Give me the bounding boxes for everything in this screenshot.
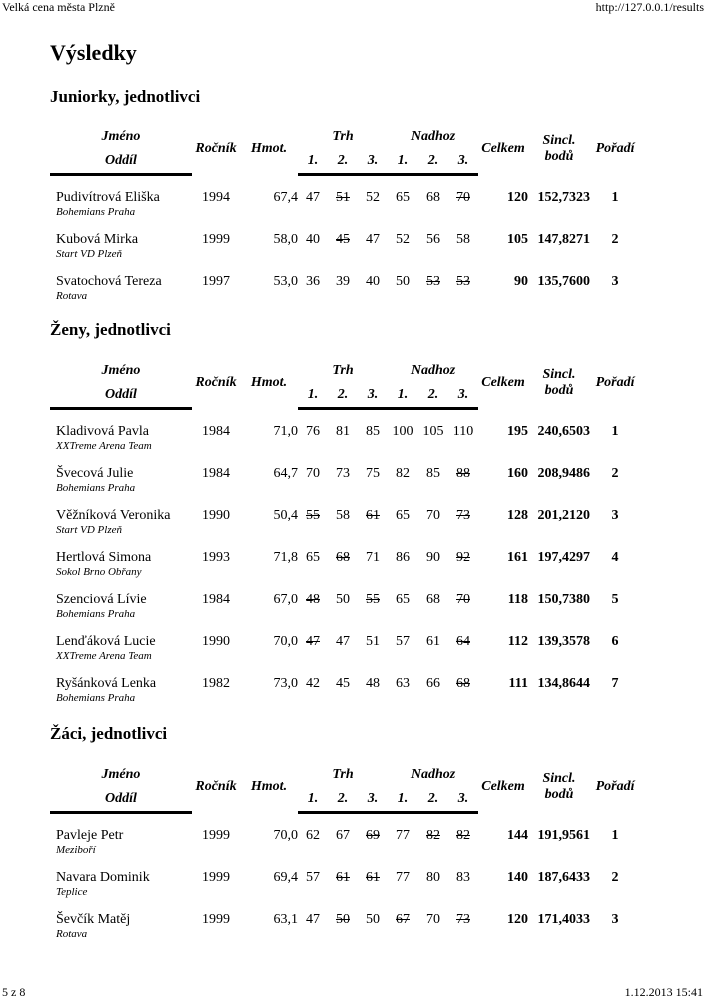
snatch-attempt: 81 xyxy=(336,424,350,439)
cj-attempt: 70 xyxy=(456,592,470,607)
snatch-attempt: 45 xyxy=(336,232,350,247)
table-row xyxy=(50,586,640,608)
birth-year: 1990 xyxy=(202,508,230,523)
section-title: Žáci, jednotlivci xyxy=(50,724,168,743)
total-kg: 120 xyxy=(507,190,529,205)
col-header-rank: Pořadí xyxy=(595,375,635,391)
snatch-attempt: 71 xyxy=(366,550,380,565)
snatch-attempt: 61 xyxy=(366,870,380,885)
total-kg: 161 xyxy=(507,550,529,565)
total-kg: 112 xyxy=(507,634,529,649)
athlete-name: Švecová Julie xyxy=(56,466,134,481)
rank: 4 xyxy=(611,550,619,565)
col-header-cj-attempt-1: 1. xyxy=(388,787,418,813)
cj-attempt: 82 xyxy=(456,828,470,843)
col-header-snatch: Trh xyxy=(332,362,354,378)
snatch-attempt: 42 xyxy=(306,676,320,691)
cj-attempt: 73 xyxy=(456,912,470,927)
col-header-weight: Hmot. xyxy=(250,375,288,391)
snatch-attempt: 55 xyxy=(306,508,320,523)
club-name: Meziboří xyxy=(56,844,96,856)
table-row xyxy=(50,544,640,566)
total-kg: 90 xyxy=(514,274,529,289)
page-title: Výsledky xyxy=(50,40,137,65)
col-header-cj-attempt-2: 2. xyxy=(418,383,448,409)
col-header-cj-attempt-3: 3. xyxy=(448,149,478,175)
cj-attempt: 58 xyxy=(456,232,470,247)
cj-attempt: 65 xyxy=(396,592,410,607)
sinclair-points: 139,3578 xyxy=(537,634,591,649)
col-header-snatch-attempt-2: 2. xyxy=(328,383,358,409)
col-header-cj-attempt-3: 3. xyxy=(448,383,478,409)
table-row xyxy=(50,268,640,290)
col-header-snatch-attempt-1: 1. xyxy=(298,383,328,409)
col-header-sinclair: Sincl. bodů xyxy=(542,367,576,399)
athlete-name: Navara Dominik xyxy=(56,870,150,885)
snatch-attempt: 65 xyxy=(306,550,320,565)
col-header-sinclair: Sincl. bodů xyxy=(542,133,576,165)
snatch-attempt: 61 xyxy=(336,870,350,885)
snatch-attempt: 61 xyxy=(366,508,380,523)
total-kg: 111 xyxy=(508,676,529,691)
table-row xyxy=(50,670,640,692)
snatch-attempt: 47 xyxy=(336,634,350,649)
rank: 7 xyxy=(611,676,619,691)
cj-attempt: 70 xyxy=(426,508,440,523)
athlete-name: Lenďáková Lucie xyxy=(56,634,156,649)
table-row xyxy=(50,864,640,886)
body-weight: 70,0 xyxy=(273,828,298,843)
body-weight: 63,1 xyxy=(273,912,298,927)
col-header-cj-attempt-2: 2. xyxy=(418,149,448,175)
body-weight: 58,0 xyxy=(273,232,298,247)
snatch-attempt: 47 xyxy=(306,912,320,927)
table-row-club xyxy=(50,566,640,586)
snatch-attempt: 62 xyxy=(306,828,320,843)
col-header-snatch-attempt-1: 1. xyxy=(298,149,328,175)
table-row-club xyxy=(50,844,640,864)
table-row xyxy=(50,460,640,482)
snatch-attempt: 85 xyxy=(366,424,380,439)
col-header-cj-attempt-3: 3. xyxy=(448,787,478,813)
body-weight: 50,4 xyxy=(273,508,298,523)
athlete-name: Ševčík Matěj xyxy=(56,912,131,927)
table-row-club xyxy=(50,650,640,670)
col-header-club: Oddíl xyxy=(50,149,192,175)
body-weight: 73,0 xyxy=(273,676,298,691)
col-header-cj-attempt-2: 2. xyxy=(418,787,448,813)
col-header-rank: Pořadí xyxy=(595,141,635,157)
col-header-total: Celkem xyxy=(481,779,525,795)
body-weight: 67,4 xyxy=(273,190,298,205)
cj-attempt: 53 xyxy=(426,274,440,289)
rank: 1 xyxy=(611,424,619,439)
cj-attempt: 68 xyxy=(426,190,440,205)
col-header-cj-attempt-1: 1. xyxy=(388,383,418,409)
body-weight: 71,0 xyxy=(273,424,298,439)
cj-attempt: 68 xyxy=(426,592,440,607)
cj-attempt: 53 xyxy=(456,274,470,289)
cj-attempt: 105 xyxy=(422,424,444,439)
athlete-name: Svatochová Tereza xyxy=(56,274,162,289)
col-header-club: Oddíl xyxy=(50,787,192,813)
sinclair-points: 201,2120 xyxy=(537,508,591,523)
results-table xyxy=(50,358,640,712)
birth-year: 1999 xyxy=(202,232,230,247)
club-name: Sokol Brno Obřany xyxy=(56,566,142,578)
col-header-snatch-attempt-2: 2. xyxy=(328,787,358,813)
cj-attempt: 68 xyxy=(456,676,470,691)
snatch-attempt: 69 xyxy=(366,828,380,843)
cj-attempt: 57 xyxy=(396,634,410,649)
snatch-attempt: 67 xyxy=(336,828,350,843)
cj-attempt: 77 xyxy=(396,870,410,885)
total-kg: 118 xyxy=(507,592,529,607)
col-header-weight: Hmot. xyxy=(250,779,288,795)
club-name: Bohemians Praha xyxy=(56,608,136,620)
page-footer-datetime: 1.12.2013 15:41 xyxy=(624,985,703,999)
table-row-club xyxy=(50,928,640,948)
col-header-snatch-attempt-3: 3. xyxy=(358,787,388,813)
snatch-attempt: 51 xyxy=(366,634,380,649)
club-name: Rotava xyxy=(56,928,88,940)
page-footer-page: 5 z 8 xyxy=(2,985,26,999)
cj-attempt: 92 xyxy=(456,550,470,565)
body-weight: 70,0 xyxy=(273,634,298,649)
birth-year: 1999 xyxy=(202,828,230,843)
col-header-name: Jméno xyxy=(101,128,141,144)
total-kg: 105 xyxy=(507,232,529,247)
cj-attempt: 61 xyxy=(426,634,440,649)
rank: 2 xyxy=(611,870,619,885)
rank: 3 xyxy=(611,912,619,927)
table-row xyxy=(50,226,640,248)
snatch-attempt: 73 xyxy=(336,466,350,481)
col-header-weight: Hmot. xyxy=(250,141,288,157)
club-name: XXTreme Arena Team xyxy=(56,650,152,662)
snatch-attempt: 47 xyxy=(306,190,320,205)
table-row-club xyxy=(50,886,640,906)
club-name: Bohemians Praha xyxy=(56,206,136,218)
rank: 6 xyxy=(611,634,619,649)
cj-attempt: 52 xyxy=(396,232,410,247)
col-header-snatch: Trh xyxy=(332,128,354,144)
col-header-club: Oddíl xyxy=(50,383,192,409)
snatch-attempt: 45 xyxy=(336,676,350,691)
cj-attempt: 50 xyxy=(396,274,410,289)
col-header-name: Jméno xyxy=(101,362,141,378)
birth-year: 1999 xyxy=(202,912,230,927)
col-header-cj-attempt-1: 1. xyxy=(388,149,418,175)
cj-attempt: 100 xyxy=(392,424,414,439)
snatch-attempt: 40 xyxy=(366,274,380,289)
birth-year: 1997 xyxy=(202,274,230,289)
table-row xyxy=(50,906,640,928)
total-kg: 195 xyxy=(507,424,529,439)
athlete-name: Pudivítrová Eliška xyxy=(56,190,160,205)
club-name: XXTreme Arena Team xyxy=(56,440,152,452)
cj-attempt: 65 xyxy=(396,190,410,205)
table-row-club xyxy=(50,248,640,268)
cj-attempt: 82 xyxy=(426,828,440,843)
athlete-name: Ryšánková Lenka xyxy=(56,676,157,691)
sinclair-points: 171,4033 xyxy=(537,912,591,927)
rank: 3 xyxy=(611,274,619,289)
results-table xyxy=(50,762,640,948)
athlete-name: Szenciová Lívie xyxy=(56,592,147,607)
sinclair-points: 187,6433 xyxy=(537,870,591,885)
col-header-year: Ročník xyxy=(195,779,237,795)
col-header-year: Ročník xyxy=(195,375,237,391)
birth-year: 1990 xyxy=(202,634,230,649)
page-header-title: Velká cena města Plzně xyxy=(2,0,115,14)
sinclair-points: 150,7380 xyxy=(537,592,591,607)
col-header-snatch-attempt-1: 1. xyxy=(298,787,328,813)
col-header-total: Celkem xyxy=(481,375,525,391)
body-weight: 64,7 xyxy=(273,466,298,481)
snatch-attempt: 76 xyxy=(306,424,320,439)
col-header-cj: Nadhoz xyxy=(410,128,456,144)
body-weight: 69,4 xyxy=(273,870,298,885)
snatch-attempt: 47 xyxy=(366,232,380,247)
club-name: Start VD Plzeň xyxy=(56,248,122,260)
rank: 1 xyxy=(611,828,619,843)
birth-year: 1999 xyxy=(202,870,230,885)
table-row-club xyxy=(50,206,640,226)
total-kg: 144 xyxy=(507,828,529,843)
sinclair-points: 152,7323 xyxy=(537,190,591,205)
cj-attempt: 56 xyxy=(426,232,440,247)
snatch-attempt: 70 xyxy=(306,466,320,481)
club-name: Bohemians Praha xyxy=(56,482,136,494)
birth-year: 1984 xyxy=(202,466,230,481)
club-name: Bohemians Praha xyxy=(56,692,136,704)
cj-attempt: 88 xyxy=(456,466,470,481)
snatch-attempt: 57 xyxy=(306,870,320,885)
cj-attempt: 66 xyxy=(426,676,440,691)
table-row xyxy=(50,418,640,440)
club-name: Teplice xyxy=(56,886,88,898)
snatch-attempt: 52 xyxy=(366,190,380,205)
snatch-attempt: 55 xyxy=(366,592,380,607)
cj-attempt: 110 xyxy=(452,424,474,439)
results-table xyxy=(50,124,640,310)
cj-attempt: 77 xyxy=(396,828,410,843)
col-header-cj: Nadhoz xyxy=(410,766,456,782)
snatch-attempt: 48 xyxy=(306,592,320,607)
rank: 2 xyxy=(611,466,619,481)
birth-year: 1982 xyxy=(202,676,230,691)
cj-attempt: 90 xyxy=(426,550,440,565)
rank: 5 xyxy=(611,592,619,607)
club-name: Rotava xyxy=(56,290,88,302)
snatch-attempt: 40 xyxy=(306,232,320,247)
birth-year: 1984 xyxy=(202,592,230,607)
cj-attempt: 73 xyxy=(456,508,470,523)
body-weight: 53,0 xyxy=(273,274,298,289)
total-kg: 160 xyxy=(507,466,529,481)
cj-attempt: 63 xyxy=(396,676,410,691)
col-header-snatch: Trh xyxy=(332,766,354,782)
sinclair-points: 147,8271 xyxy=(537,232,591,247)
athlete-name: Hertlová Simona xyxy=(56,550,152,565)
cj-attempt: 70 xyxy=(426,912,440,927)
cj-attempt: 65 xyxy=(396,508,410,523)
snatch-attempt: 51 xyxy=(336,190,350,205)
col-header-name: Jméno xyxy=(101,766,141,782)
cj-attempt: 82 xyxy=(396,466,410,481)
snatch-attempt: 68 xyxy=(336,550,350,565)
athlete-name: Pavleje Petr xyxy=(56,828,124,843)
club-name: Start VD Plzeň xyxy=(56,524,122,536)
table-row-club xyxy=(50,482,640,502)
table-row xyxy=(50,502,640,524)
snatch-attempt: 50 xyxy=(336,912,350,927)
table-row-club xyxy=(50,608,640,628)
col-header-snatch-attempt-3: 3. xyxy=(358,383,388,409)
col-header-snatch-attempt-2: 2. xyxy=(328,149,358,175)
sinclair-points: 134,8644 xyxy=(537,676,591,691)
col-header-rank: Pořadí xyxy=(595,779,635,795)
col-header-sinclair: Sincl. bodů xyxy=(542,771,576,803)
rank: 3 xyxy=(611,508,619,523)
snatch-attempt: 36 xyxy=(306,274,320,289)
athlete-name: Věžníková Veronika xyxy=(56,508,171,523)
sinclair-points: 208,9486 xyxy=(537,466,591,481)
total-kg: 140 xyxy=(507,870,529,885)
rank: 1 xyxy=(611,190,619,205)
snatch-attempt: 39 xyxy=(336,274,350,289)
table-row-club xyxy=(50,524,640,544)
birth-year: 1984 xyxy=(202,424,230,439)
cj-attempt: 64 xyxy=(456,634,470,649)
snatch-attempt: 50 xyxy=(366,912,380,927)
body-weight: 71,8 xyxy=(273,550,298,565)
body-weight: 67,0 xyxy=(273,592,298,607)
sinclair-points: 135,7600 xyxy=(537,274,591,289)
col-header-total: Celkem xyxy=(481,141,525,157)
cj-attempt: 70 xyxy=(456,190,470,205)
table-row xyxy=(50,822,640,844)
sinclair-points: 240,6503 xyxy=(537,424,591,439)
snatch-attempt: 48 xyxy=(366,676,380,691)
table-row-club xyxy=(50,440,640,460)
table-row-club xyxy=(50,692,640,712)
cj-attempt: 83 xyxy=(456,870,470,885)
total-kg: 120 xyxy=(507,912,529,927)
col-header-snatch-attempt-3: 3. xyxy=(358,149,388,175)
cj-attempt: 80 xyxy=(426,870,440,885)
col-header-cj: Nadhoz xyxy=(410,362,456,378)
snatch-attempt: 75 xyxy=(366,466,380,481)
table-row-club xyxy=(50,290,640,310)
cj-attempt: 67 xyxy=(396,912,410,927)
rank: 2 xyxy=(611,232,619,247)
table-row xyxy=(50,184,640,206)
sinclair-points: 191,9561 xyxy=(537,828,591,843)
col-header-year: Ročník xyxy=(195,141,237,157)
table-row xyxy=(50,628,640,650)
snatch-attempt: 47 xyxy=(306,634,320,649)
total-kg: 128 xyxy=(507,508,529,523)
cj-attempt: 86 xyxy=(396,550,410,565)
section-title: Juniorky, jednotlivci xyxy=(50,87,201,106)
birth-year: 1994 xyxy=(202,190,230,205)
cj-attempt: 85 xyxy=(426,466,440,481)
athlete-name: Kubová Mirka xyxy=(56,232,139,247)
section-title: Ženy, jednotlivci xyxy=(50,320,171,339)
snatch-attempt: 58 xyxy=(336,508,350,523)
athlete-name: Kladivová Pavla xyxy=(56,424,149,439)
snatch-attempt: 50 xyxy=(336,592,350,607)
birth-year: 1993 xyxy=(202,550,230,565)
page-header-url: http://127.0.0.1/results xyxy=(595,0,704,14)
sinclair-points: 197,4297 xyxy=(537,550,591,565)
